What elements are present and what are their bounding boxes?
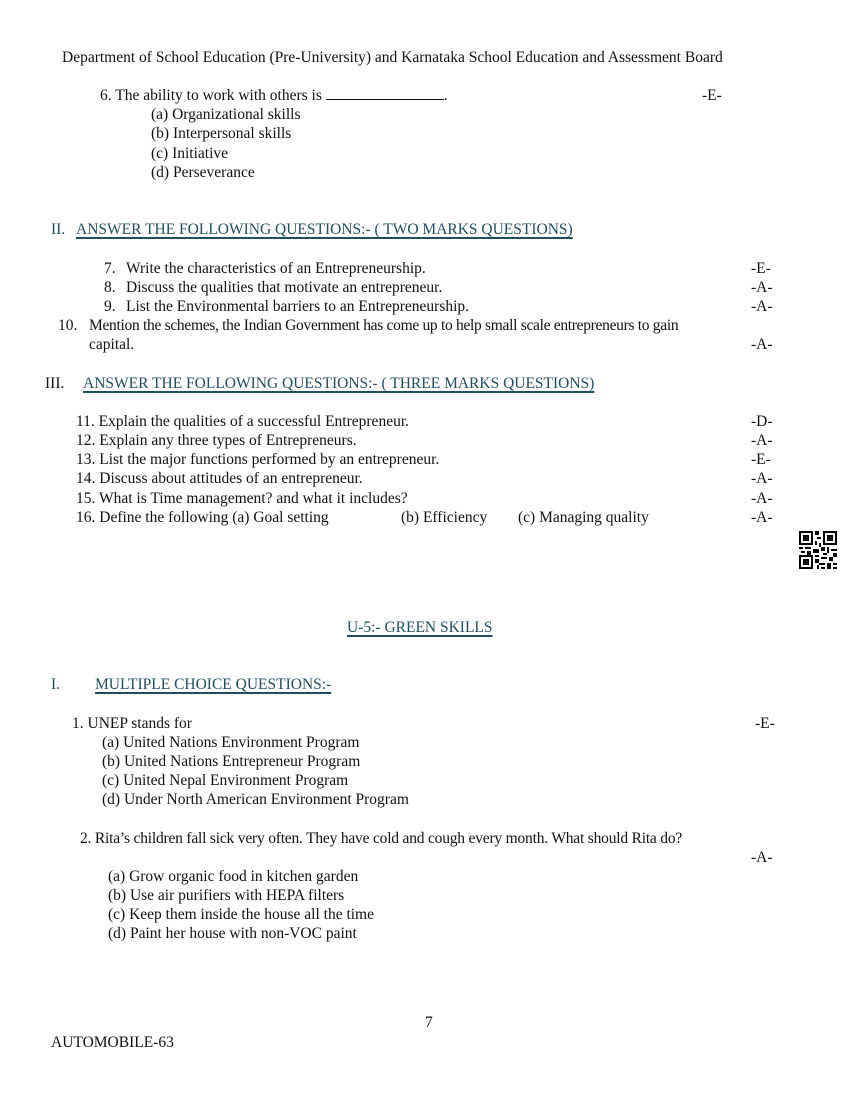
question-6 bbox=[100, 86, 448, 105]
grade-marker: -D- bbox=[751, 413, 773, 430]
qr-code-icon bbox=[799, 531, 837, 569]
unit-title: U-5:- GREEN SKILLS bbox=[347, 619, 493, 636]
question-text: Write the characteristics of an Entrepreneurship. bbox=[126, 260, 426, 277]
section-heading: ANSWER THE FOLLOWING QUESTIONS:- ( TWO MARKS QUESTIONS) bbox=[76, 221, 573, 238]
footer-code: AUTOMOBILE-63 bbox=[51, 1034, 174, 1051]
question-text: 6. The ability to work with others is bbox=[100, 87, 322, 104]
option: (c) Initiative bbox=[151, 145, 229, 162]
page-number: 7 bbox=[425, 1014, 433, 1031]
option: (b) Interpersonal skills bbox=[151, 125, 292, 142]
section-heading: ANSWER THE FOLLOWING QUESTIONS:- ( THREE MARKS QUESTIONS) bbox=[83, 375, 595, 392]
section-number: II. bbox=[51, 221, 66, 238]
grade-marker: -A- bbox=[751, 470, 773, 487]
option: (d) Perseverance bbox=[151, 164, 255, 181]
question-end: . bbox=[443, 87, 448, 104]
option: (a) Grow organic food in kitchen garden bbox=[108, 868, 359, 885]
option: (d) Paint her house with non-VOC paint bbox=[108, 925, 357, 942]
option: (b) Use air purifiers with HEPA filters bbox=[108, 887, 345, 904]
section-number: I. bbox=[51, 676, 61, 693]
question-text: 14. Discuss about attitudes of an entrepreneur. bbox=[76, 470, 363, 487]
grade-marker: -A- bbox=[751, 279, 773, 296]
page-header: Department of School Education (Pre-University) and Karnataka School Education and Assessment Board bbox=[62, 49, 723, 66]
question-text: List the Environmental barriers to an Entrepreneurship. bbox=[126, 298, 470, 315]
question-text: Discuss the qualities that motivate an entrepreneur. bbox=[126, 279, 443, 296]
option: (a) United Nations Environment Program bbox=[102, 734, 360, 751]
grade-marker: -A- bbox=[751, 336, 773, 353]
question-text: 1. UNEP stands for bbox=[72, 715, 192, 732]
option: (b) United Nations Entrepreneur Program bbox=[102, 753, 361, 770]
question-number: 7. bbox=[104, 260, 116, 277]
option: (d) Under North American Environment Program bbox=[102, 791, 409, 808]
grade-marker: -A- bbox=[751, 509, 773, 526]
grade-marker: -A- bbox=[751, 298, 773, 315]
question-number: 8. bbox=[104, 279, 116, 296]
grade-marker: -E- bbox=[751, 260, 771, 277]
grade-marker: -A- bbox=[751, 432, 773, 449]
question-part: (c) Managing quality bbox=[518, 509, 649, 526]
section-number: III. bbox=[45, 375, 65, 392]
grade-marker: -E- bbox=[702, 87, 722, 104]
question-part: (b) Efficiency bbox=[401, 509, 488, 526]
question-text: 16. Define the following (a) Goal setting bbox=[76, 509, 329, 526]
answer-blank bbox=[326, 87, 444, 100]
question-text: 13. List the major functions performed by an entrepreneur. bbox=[76, 451, 440, 468]
question-text: Mention the schemes, the Indian Government has come up to help small scale entrepreneurs to gain bbox=[89, 317, 679, 334]
question-text: 12. Explain any three types of Entrepreneurs. bbox=[76, 432, 357, 449]
question-text: 15. What is Time management? and what it includes? bbox=[76, 490, 408, 507]
question-number: 9. bbox=[104, 298, 116, 315]
option: (a) Organizational skills bbox=[151, 106, 301, 123]
question-text-continued: capital. bbox=[89, 336, 135, 353]
grade-marker: -A- bbox=[751, 490, 773, 507]
grade-marker: -E- bbox=[751, 451, 771, 468]
section-heading: MULTIPLE CHOICE QUESTIONS:- bbox=[95, 676, 332, 693]
grade-marker: -A- bbox=[751, 849, 773, 866]
question-number: 10. bbox=[58, 317, 78, 334]
question-text: 2. Rita’s children fall sick very often. They have cold and cough every month. What should Rita do? bbox=[80, 830, 683, 847]
option: (c) Keep them inside the house all the time bbox=[108, 906, 374, 923]
question-text: 11. Explain the qualities of a successful Entrepreneur. bbox=[76, 413, 410, 430]
option: (c) United Nepal Environment Program bbox=[102, 772, 349, 789]
grade-marker: -E- bbox=[755, 715, 775, 732]
